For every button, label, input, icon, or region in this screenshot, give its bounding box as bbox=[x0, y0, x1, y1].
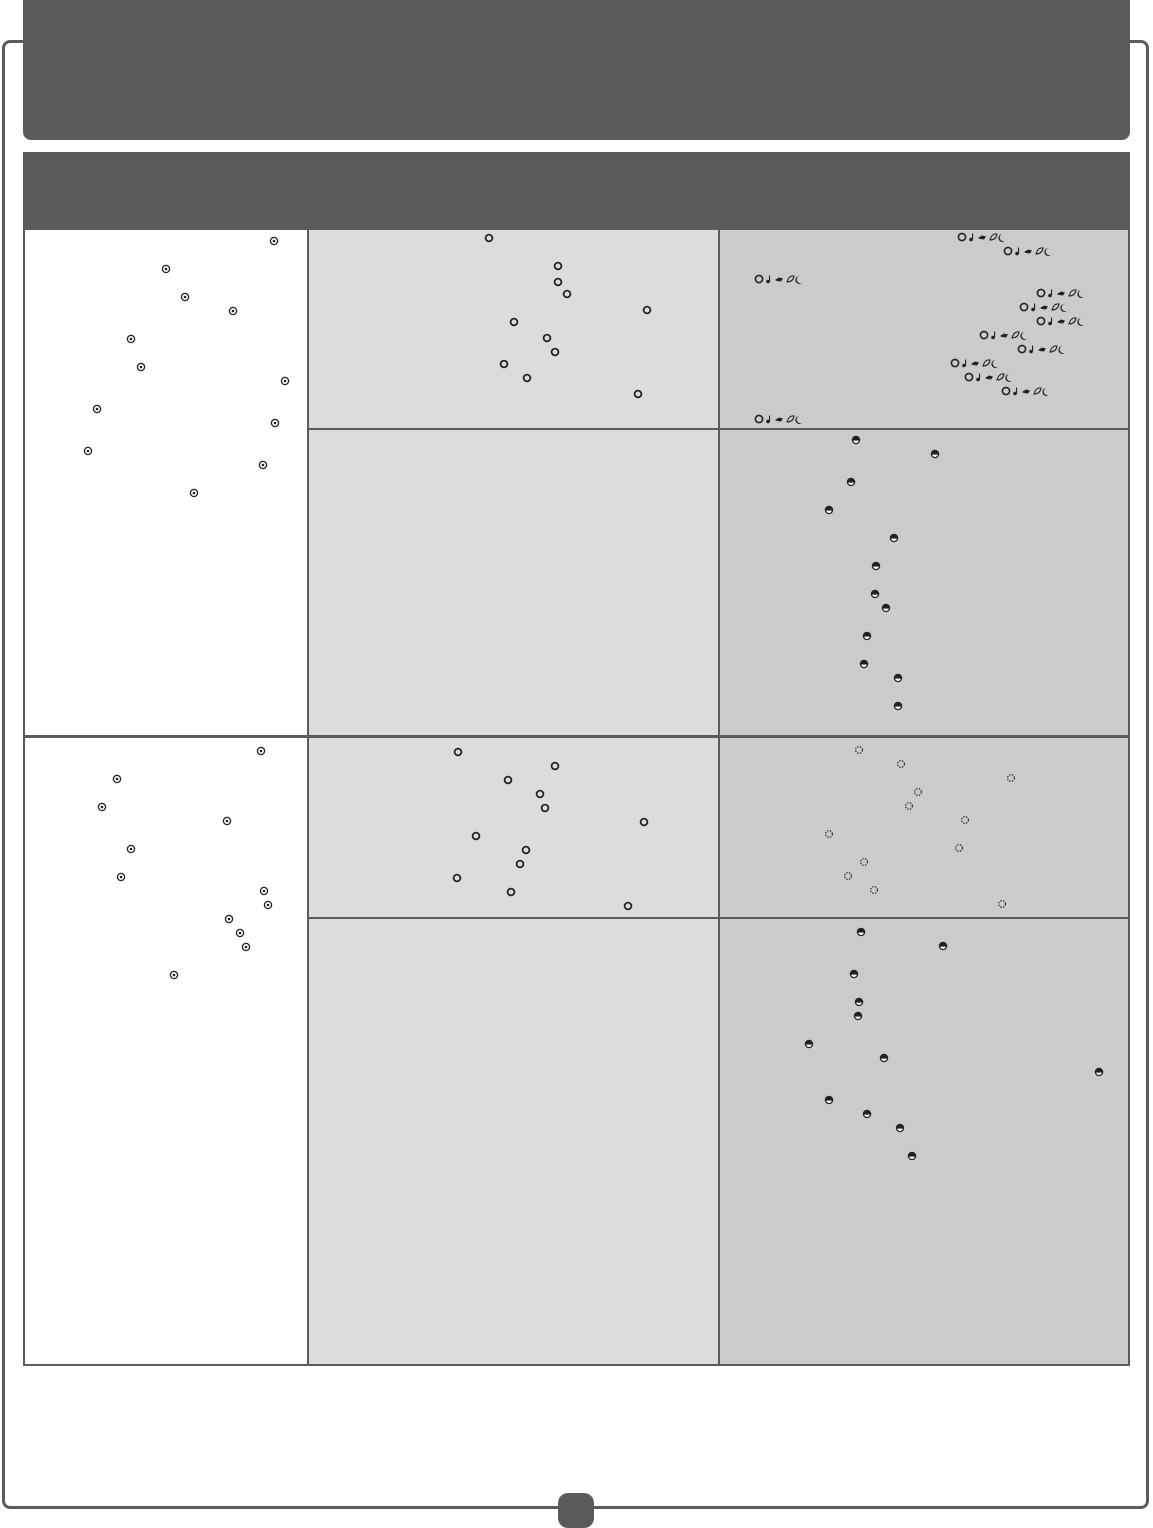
ring-icon bbox=[535, 789, 545, 799]
ring-icon bbox=[639, 817, 649, 827]
half-filled-circle-icon bbox=[824, 1095, 834, 1105]
half-filled-circle-icon bbox=[862, 631, 872, 641]
half-filled-circle-icon bbox=[893, 701, 903, 711]
ring-icon bbox=[522, 373, 532, 383]
half-filled-circle-icon bbox=[804, 1039, 814, 1049]
circle-dot-icon bbox=[126, 844, 136, 854]
half-filled-circle-icon bbox=[854, 997, 864, 1007]
circle-dot-icon bbox=[222, 816, 232, 826]
half-filled-circle-icon bbox=[895, 1123, 905, 1133]
half-filled-circle-icon bbox=[870, 589, 880, 599]
circle-dot-icon bbox=[112, 774, 122, 784]
note-bird-leaf-moon-icons bbox=[963, 371, 1023, 383]
marker-icon bbox=[824, 829, 834, 839]
marker-icon bbox=[960, 815, 970, 825]
circle-dot-icon bbox=[169, 970, 179, 980]
ring-icon bbox=[553, 261, 563, 271]
ring-icon bbox=[484, 233, 494, 243]
half-filled-circle-icon bbox=[856, 927, 866, 937]
note-bird-leaf-moon-icons bbox=[1016, 343, 1076, 355]
circle-dot-icon bbox=[97, 802, 107, 812]
grid-divider bbox=[309, 917, 1128, 919]
half-filled-circle-icon bbox=[1094, 1067, 1104, 1077]
half-filled-circle-icon bbox=[859, 659, 869, 669]
half-filled-circle-icon bbox=[930, 449, 940, 459]
cell-r2-mid-top bbox=[309, 738, 718, 917]
ring-icon bbox=[633, 389, 643, 399]
note-bird-leaf-moon-icons bbox=[956, 231, 1016, 243]
circle-dot-icon bbox=[259, 886, 269, 896]
ring-icon bbox=[553, 277, 563, 287]
marker-icon bbox=[954, 843, 964, 853]
circle-dot-icon bbox=[189, 488, 199, 498]
marker-icon bbox=[1006, 773, 1016, 783]
cell-r1-left bbox=[25, 230, 307, 735]
note-bird-leaf-moon-icons bbox=[1035, 315, 1095, 327]
ring-icon bbox=[542, 333, 552, 343]
half-filled-circle-icon bbox=[853, 1011, 863, 1021]
cell-r1-right-bottom bbox=[720, 430, 1128, 735]
circle-dot-icon bbox=[116, 872, 126, 882]
note-bird-leaf-moon-icons bbox=[753, 413, 813, 425]
circle-dot-icon bbox=[180, 292, 190, 302]
answer-grid bbox=[23, 228, 1130, 1366]
half-filled-circle-icon bbox=[846, 477, 856, 487]
circle-dot-icon bbox=[270, 418, 280, 428]
marker-icon bbox=[997, 899, 1007, 909]
ring-icon bbox=[509, 317, 519, 327]
half-filled-circle-icon bbox=[871, 561, 881, 571]
circle-dot-icon bbox=[224, 914, 234, 924]
marker-icon bbox=[843, 871, 853, 881]
circle-dot-icon bbox=[258, 460, 268, 470]
ring-icon bbox=[515, 859, 525, 869]
grid-divider bbox=[309, 428, 1128, 430]
note-bird-leaf-moon-icons bbox=[949, 357, 1009, 369]
half-filled-circle-icon bbox=[862, 1109, 872, 1119]
circle-dot-icon bbox=[263, 900, 273, 910]
cell-r2-left bbox=[25, 738, 307, 1364]
grid-divider bbox=[25, 735, 1128, 738]
ring-icon bbox=[562, 289, 572, 299]
ring-icon bbox=[550, 347, 560, 357]
half-filled-circle-icon bbox=[849, 969, 859, 979]
ring-icon bbox=[623, 901, 633, 911]
ring-icon bbox=[506, 887, 516, 897]
cell-r1-right-top bbox=[720, 230, 1128, 428]
marker-icon bbox=[904, 801, 914, 811]
ring-icon bbox=[499, 359, 509, 369]
half-filled-circle-icon bbox=[881, 603, 891, 613]
half-filled-circle-icon bbox=[851, 435, 861, 445]
ring-icon bbox=[471, 831, 481, 841]
half-filled-circle-icon bbox=[889, 533, 899, 543]
circle-dot-icon bbox=[136, 362, 146, 372]
marker-icon bbox=[896, 759, 906, 769]
marker-icon bbox=[854, 745, 864, 755]
note-bird-leaf-moon-icons bbox=[1018, 301, 1078, 313]
ring-icon bbox=[642, 305, 652, 315]
circle-dot-icon bbox=[83, 446, 93, 456]
circle-dot-icon bbox=[92, 404, 102, 414]
marker-icon bbox=[913, 787, 923, 797]
cell-r2-mid-bottom bbox=[309, 919, 718, 1364]
page-number-tab bbox=[558, 1493, 594, 1528]
circle-dot-icon bbox=[161, 264, 171, 274]
circle-dot-icon bbox=[269, 236, 279, 246]
ring-icon bbox=[550, 761, 560, 771]
note-bird-leaf-moon-icons bbox=[1035, 287, 1095, 299]
half-filled-circle-icon bbox=[879, 1053, 889, 1063]
note-bird-leaf-moon-icons bbox=[978, 329, 1038, 341]
circle-dot-icon bbox=[126, 334, 136, 344]
ring-icon bbox=[503, 775, 513, 785]
circle-dot-icon bbox=[241, 942, 251, 952]
cell-r1-mid-top bbox=[309, 230, 718, 428]
note-bird-leaf-moon-icons bbox=[1000, 385, 1060, 397]
cell-r2-right-top bbox=[720, 738, 1128, 917]
grid-divider bbox=[307, 230, 309, 1364]
circle-dot-icon bbox=[256, 746, 266, 756]
circle-dot-icon bbox=[280, 376, 290, 386]
ring-icon bbox=[540, 803, 550, 813]
cell-r1-mid-bottom bbox=[309, 430, 718, 735]
ring-icon bbox=[521, 845, 531, 855]
circle-dot-icon bbox=[235, 928, 245, 938]
note-bird-leaf-moon-icons bbox=[753, 273, 813, 285]
half-filled-circle-icon bbox=[938, 941, 948, 951]
marker-icon bbox=[859, 857, 869, 867]
grid-divider bbox=[718, 230, 720, 1364]
marker-icon bbox=[869, 885, 879, 895]
ring-icon bbox=[452, 873, 462, 883]
circle-dot-icon bbox=[228, 306, 238, 316]
half-filled-circle-icon bbox=[893, 673, 903, 683]
half-filled-circle-icon bbox=[907, 1151, 917, 1161]
cell-r2-right-bottom bbox=[720, 919, 1128, 1364]
half-filled-circle-icon bbox=[824, 505, 834, 515]
section-header-bar bbox=[23, 152, 1130, 228]
note-bird-leaf-moon-icons bbox=[1002, 245, 1062, 257]
ring-icon bbox=[453, 747, 463, 757]
